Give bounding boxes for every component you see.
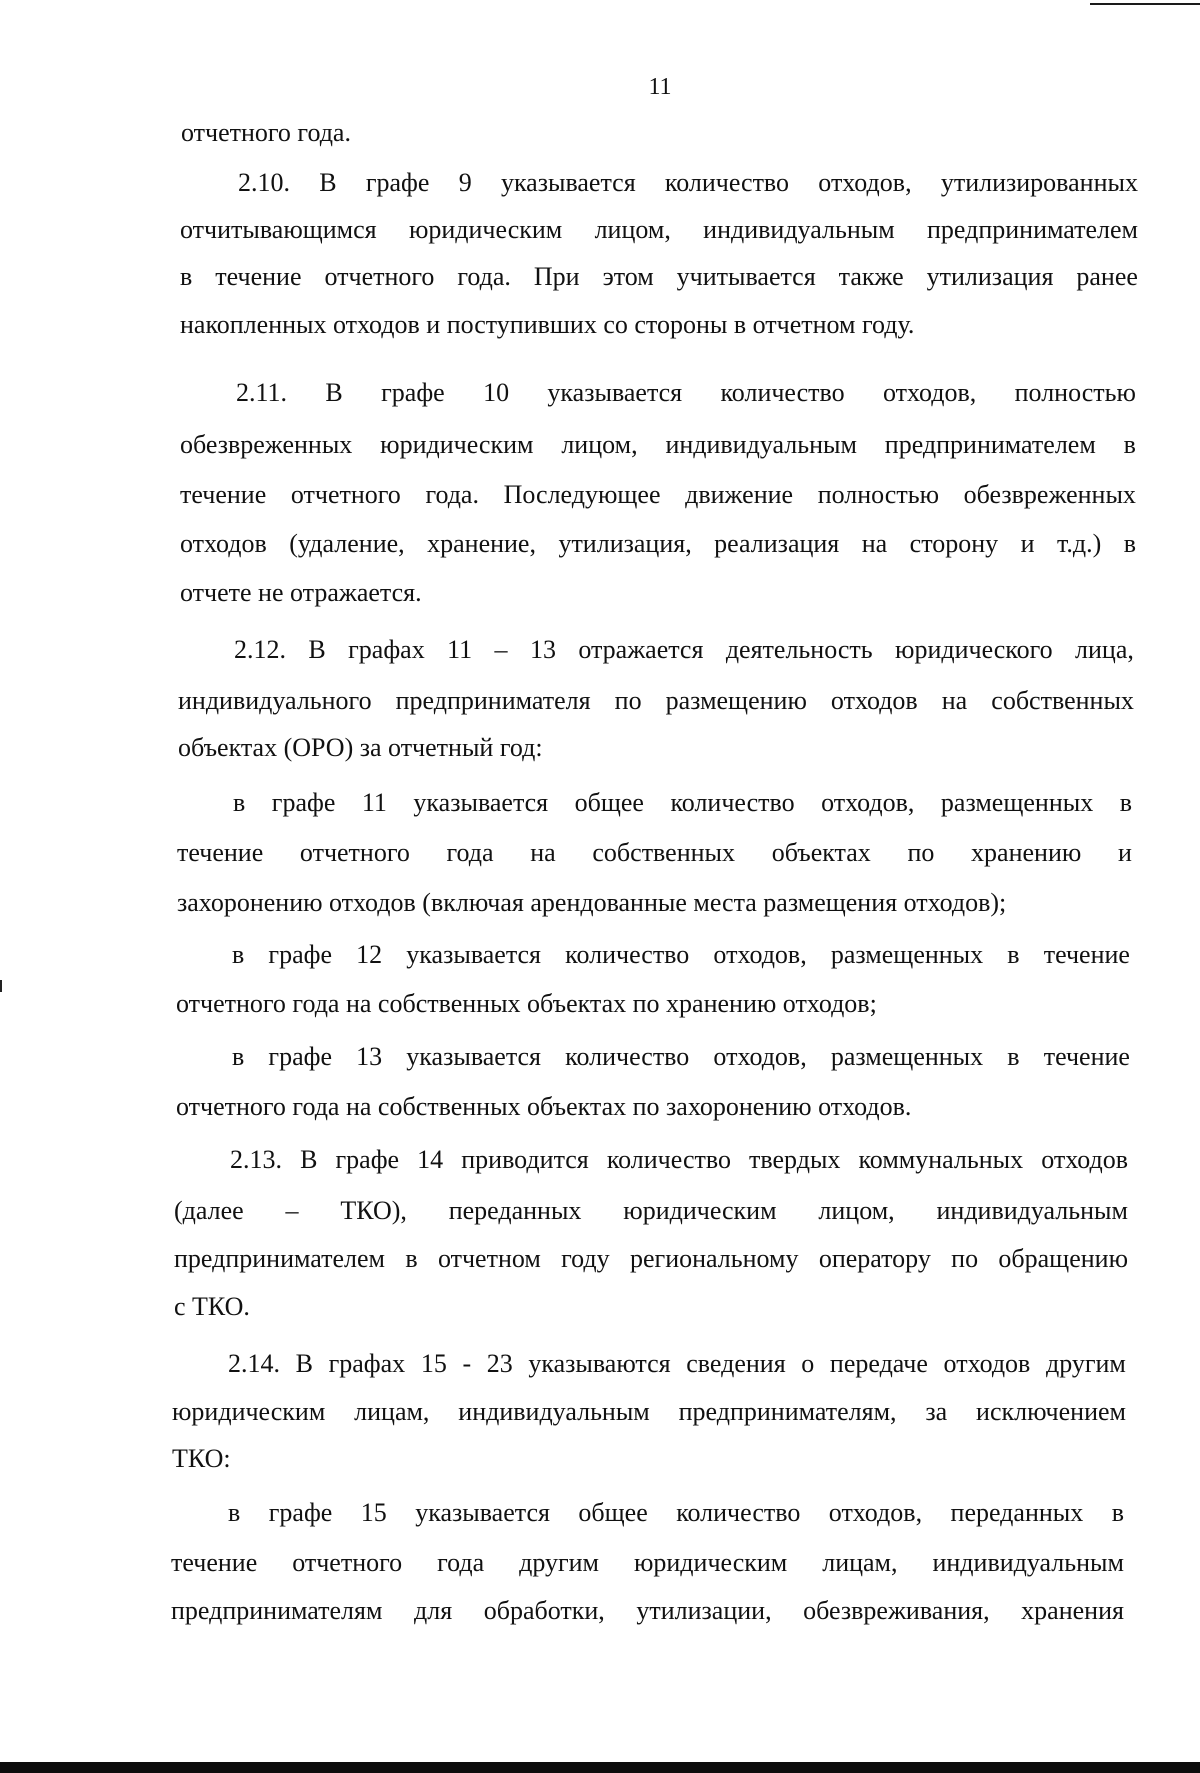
word: обезвреживания, bbox=[803, 1596, 990, 1625]
word: Последующее bbox=[503, 480, 661, 509]
word: 14 bbox=[417, 1145, 444, 1174]
word: 12 bbox=[356, 940, 383, 969]
word: отражается bbox=[578, 635, 704, 664]
word: предпринимателем bbox=[174, 1244, 386, 1273]
word: течение bbox=[177, 838, 264, 867]
word: года bbox=[437, 1548, 485, 1577]
word: утилизации, bbox=[636, 1596, 772, 1625]
word: В bbox=[308, 635, 326, 664]
word: реализация bbox=[714, 529, 840, 558]
word: 2.14. bbox=[228, 1349, 280, 1378]
word: утилизация bbox=[926, 262, 1054, 291]
word: количество bbox=[676, 1498, 801, 1527]
word: 2.10. bbox=[238, 168, 290, 197]
word: графе bbox=[268, 940, 333, 969]
word: графе bbox=[271, 788, 336, 817]
word: индивидуальным bbox=[936, 1196, 1128, 1225]
word: При bbox=[533, 262, 580, 291]
text-line bbox=[180, 478, 1136, 512]
word: отчетного bbox=[324, 262, 435, 291]
word: количество bbox=[670, 788, 795, 817]
word: для bbox=[414, 1596, 453, 1625]
text-line: отчетного года. bbox=[181, 118, 351, 147]
word: количество bbox=[606, 1145, 731, 1174]
text-line bbox=[178, 684, 1134, 718]
word: указывается bbox=[413, 788, 549, 817]
word: обработки, bbox=[483, 1596, 605, 1625]
word: приводится bbox=[461, 1145, 589, 1174]
word: предпринимателям bbox=[171, 1596, 383, 1625]
page-number: 11 bbox=[648, 74, 672, 100]
word: отходов, bbox=[713, 940, 807, 969]
word: 13 bbox=[529, 635, 556, 664]
text-line bbox=[180, 213, 1138, 247]
word: размещению bbox=[665, 686, 807, 715]
word: обезвреженных bbox=[180, 430, 353, 459]
word: коммунальных bbox=[858, 1145, 1024, 1174]
word: этом bbox=[602, 262, 654, 291]
text-line bbox=[232, 1040, 1130, 1074]
word: размещенных bbox=[830, 1042, 984, 1071]
word: отчетного bbox=[299, 838, 410, 867]
word: графе bbox=[381, 378, 445, 407]
word: отходов, bbox=[818, 168, 912, 197]
word: (далее bbox=[174, 1196, 244, 1225]
text-line: захоронению отходов (включая арендованные места размещения отходов); bbox=[177, 888, 1007, 917]
word: исключением bbox=[976, 1397, 1126, 1426]
word: т.д.) bbox=[1056, 529, 1102, 558]
word: движение bbox=[685, 480, 794, 509]
word: отчитывающимся bbox=[180, 215, 377, 244]
word: региональному bbox=[629, 1244, 799, 1273]
word: отчетном bbox=[437, 1244, 541, 1273]
word: в bbox=[233, 788, 246, 817]
word: 9 bbox=[458, 168, 472, 197]
word: графе bbox=[268, 1042, 333, 1071]
word: переданных bbox=[950, 1498, 1084, 1527]
word: В bbox=[319, 168, 337, 197]
word: по bbox=[614, 686, 642, 715]
word: отчетного bbox=[290, 480, 401, 509]
text-line: объектах (ОРО) за отчетный год: bbox=[178, 733, 543, 762]
word: отходов bbox=[180, 529, 267, 558]
word: отходов, bbox=[882, 378, 977, 407]
word: 2.11. bbox=[236, 378, 288, 407]
text-line bbox=[180, 260, 1138, 294]
word: размещенных bbox=[940, 788, 1094, 817]
word: году bbox=[561, 1244, 610, 1273]
word: предпринимателя bbox=[395, 686, 591, 715]
word: количество bbox=[565, 1042, 690, 1071]
word: - bbox=[462, 1349, 472, 1378]
text-line bbox=[171, 1546, 1124, 1580]
word: передаче bbox=[829, 1349, 928, 1378]
word: В bbox=[325, 378, 343, 407]
word: отходов, bbox=[828, 1498, 923, 1527]
word: ранее bbox=[1076, 262, 1138, 291]
word: юридическим bbox=[172, 1397, 326, 1426]
word: сторону bbox=[909, 529, 999, 558]
word: количество bbox=[664, 168, 790, 197]
word: оператору bbox=[818, 1244, 931, 1273]
word: собственных bbox=[991, 686, 1134, 715]
text-line bbox=[180, 428, 1136, 462]
text-line bbox=[177, 836, 1132, 870]
word: в bbox=[180, 262, 193, 291]
scan-artifact-top-line bbox=[1090, 3, 1200, 5]
scan-artifact-bottom-bar bbox=[0, 1762, 1200, 1773]
word: 2.13. bbox=[230, 1145, 282, 1174]
word: сведения bbox=[686, 1349, 786, 1378]
word: о bbox=[801, 1349, 815, 1378]
word: количество bbox=[720, 378, 845, 407]
text-line bbox=[172, 1395, 1126, 1429]
text-line bbox=[228, 1496, 1124, 1530]
word: течение bbox=[171, 1548, 258, 1577]
word: деятельность bbox=[725, 635, 873, 664]
word: полностью bbox=[817, 480, 939, 509]
word: В bbox=[295, 1349, 313, 1378]
word: другим bbox=[519, 1548, 600, 1577]
word: в bbox=[1119, 788, 1132, 817]
word: на bbox=[861, 529, 888, 558]
word: собственных bbox=[592, 838, 736, 867]
word: графе bbox=[365, 168, 430, 197]
text-line bbox=[171, 1594, 1124, 1628]
word: отходов bbox=[943, 1349, 1031, 1378]
text-line bbox=[180, 527, 1136, 561]
word: лицам, bbox=[822, 1548, 898, 1577]
word: лицом, bbox=[818, 1196, 895, 1225]
text-line bbox=[174, 1194, 1128, 1228]
text-line bbox=[236, 376, 1136, 410]
word: в bbox=[1111, 1498, 1124, 1527]
word: количество bbox=[565, 940, 690, 969]
word: указывается bbox=[500, 168, 636, 197]
text-line bbox=[233, 786, 1132, 820]
word: графах bbox=[348, 635, 425, 664]
word: в bbox=[228, 1498, 241, 1527]
text-line bbox=[238, 166, 1138, 200]
word: указывается bbox=[547, 378, 683, 407]
word: утилизированных bbox=[940, 168, 1138, 197]
word: указываются bbox=[528, 1349, 671, 1378]
word: 11 bbox=[361, 788, 387, 817]
word: индивидуальным bbox=[703, 215, 895, 244]
word: общее bbox=[578, 1498, 648, 1527]
word: твердых bbox=[749, 1145, 841, 1174]
word: отходов bbox=[1041, 1145, 1128, 1174]
word: – bbox=[494, 635, 508, 664]
word: отходов bbox=[830, 686, 918, 715]
word: и bbox=[1117, 838, 1132, 867]
word: отходов, bbox=[821, 788, 915, 817]
word: лица, bbox=[1075, 635, 1134, 664]
word: утилизация, bbox=[558, 529, 692, 558]
text-line: отчетного года на собственных объектах по хранению отходов; bbox=[176, 989, 877, 1018]
text-line: накопленных отходов и поступивших со стороны в отчетном году. bbox=[180, 310, 915, 339]
word: указывается bbox=[406, 940, 542, 969]
word: хранению bbox=[971, 838, 1082, 867]
word: общее bbox=[574, 788, 644, 817]
text-line: отчетного года на собственных объектах по захоронению отходов. bbox=[176, 1092, 912, 1121]
text-line bbox=[228, 1347, 1126, 1381]
word: обезвреженных bbox=[963, 480, 1136, 509]
word: течение bbox=[215, 262, 302, 291]
word: другим bbox=[1045, 1349, 1126, 1378]
text-line bbox=[174, 1242, 1128, 1276]
word: и bbox=[1020, 529, 1035, 558]
word: хранение, bbox=[427, 529, 536, 558]
word: по bbox=[907, 838, 935, 867]
word: размещенных bbox=[830, 940, 984, 969]
text-line bbox=[234, 633, 1134, 667]
word: индивидуальным bbox=[665, 430, 857, 459]
word: юридическим bbox=[408, 215, 563, 244]
word: года. bbox=[457, 262, 511, 291]
word: юридическим bbox=[380, 430, 534, 459]
word: индивидуального bbox=[178, 686, 372, 715]
word: указывается bbox=[406, 1042, 542, 1071]
word: также bbox=[838, 262, 904, 291]
word: индивидуальным bbox=[458, 1397, 650, 1426]
word: предпринимателям, bbox=[678, 1397, 897, 1426]
word: в bbox=[1123, 430, 1136, 459]
word: объектах bbox=[771, 838, 871, 867]
word: отчетного bbox=[292, 1548, 403, 1577]
word: за bbox=[925, 1397, 948, 1426]
word: графах bbox=[328, 1349, 406, 1378]
word: графе bbox=[335, 1145, 400, 1174]
word: 23 bbox=[486, 1349, 513, 1378]
word: года. bbox=[425, 480, 479, 509]
word: предпринимателем bbox=[926, 215, 1138, 244]
word: учитывается bbox=[676, 262, 816, 291]
word: (удаление, bbox=[289, 529, 405, 558]
word: в bbox=[232, 940, 245, 969]
word: переданных bbox=[448, 1196, 582, 1225]
word: В bbox=[300, 1145, 318, 1174]
word: в bbox=[232, 1042, 245, 1071]
word: лицом, bbox=[561, 430, 638, 459]
word: в bbox=[1007, 1042, 1020, 1071]
word: течение bbox=[180, 480, 267, 509]
scan-artifact-left-tick bbox=[0, 980, 2, 992]
text-line: с ТКО. bbox=[174, 1292, 250, 1321]
word: отходов, bbox=[713, 1042, 807, 1071]
word: лицам, bbox=[354, 1397, 430, 1426]
word: в bbox=[405, 1244, 418, 1273]
word: течение bbox=[1043, 1042, 1130, 1071]
word: 15 bbox=[420, 1349, 447, 1378]
text-line: ТКО: bbox=[172, 1444, 231, 1473]
word: 15 bbox=[360, 1498, 387, 1527]
word: предпринимателем bbox=[884, 430, 1096, 459]
word: 13 bbox=[356, 1042, 383, 1071]
word: обращению bbox=[998, 1244, 1128, 1273]
word: полностью bbox=[1014, 378, 1136, 407]
word: по bbox=[951, 1244, 979, 1273]
word: юридического bbox=[895, 635, 1053, 664]
word: течение bbox=[1043, 940, 1130, 969]
word: хранения bbox=[1021, 1596, 1124, 1625]
word: графе bbox=[268, 1498, 333, 1527]
word: указывается bbox=[415, 1498, 550, 1527]
word: 2.12. bbox=[234, 635, 286, 664]
word: ТКО), bbox=[340, 1196, 407, 1225]
word: на bbox=[941, 686, 968, 715]
word: юридическим bbox=[623, 1196, 777, 1225]
text-line bbox=[230, 1143, 1128, 1177]
word: 11 bbox=[447, 635, 473, 664]
word: года bbox=[446, 838, 494, 867]
word: на bbox=[530, 838, 556, 867]
word: индивидуальным bbox=[932, 1548, 1124, 1577]
word: – bbox=[285, 1196, 299, 1225]
word: лицом, bbox=[594, 215, 671, 244]
word: 10 bbox=[483, 378, 510, 407]
text-line bbox=[232, 938, 1130, 972]
word: юридическим bbox=[633, 1548, 788, 1577]
text-line: отчете не отражается. bbox=[180, 578, 422, 607]
word: в bbox=[1007, 940, 1020, 969]
word: в bbox=[1123, 529, 1136, 558]
